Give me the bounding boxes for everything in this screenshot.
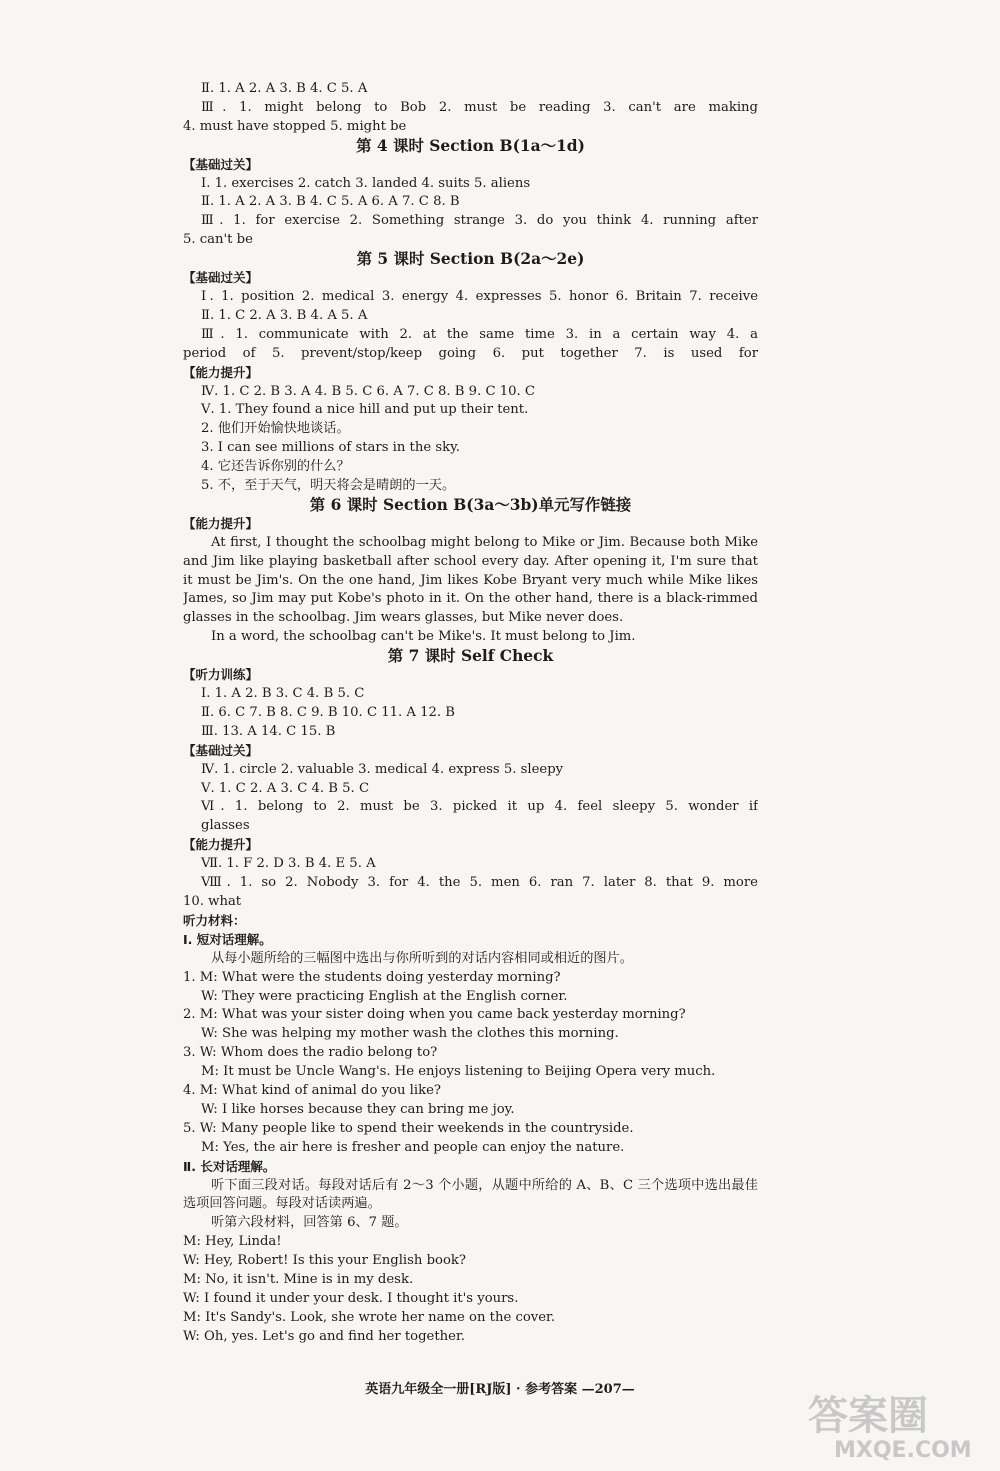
paragraph: At first, I thought the schoolbag might belong to Mike or Jim. Because both Mike and Jim like playing basketball after school every day. After opening it, I'm sure that it must be Jim's. On the one hand, Jim likes Kobe Bryant very much while Mike likes James, so Jim may put Kobe's photo in it. On the other hand, there is a black-rimmed glasses in the schoolbag. Jim wears glasses, but Mike never does. <box>183 534 758 626</box>
watermark-text: 答案圈 <box>808 1393 928 1439</box>
answer-line: 【能力提升】 <box>183 364 259 380</box>
answer-line: Ⅰ. 1. A 2. B 3. C 4. B 5. C <box>201 686 365 701</box>
answer-line: Ⅰ. 1. position 2. medical 3. energy 4. expresses 5. honor 6. Britain 7. receive <box>201 288 758 304</box>
answer-line: Ⅶ. 1. F 2. D 3. B 4. E 5. A <box>201 856 376 872</box>
paragraph: 听下面三段对话。每段对话后有 2～3 个小题，从题中所给的 A、B、C 三个选项中选出最佳选项回答问题。每段对话读两遍。 <box>183 1177 758 1212</box>
answer-line: 4. must have stopped 5. might be <box>183 118 407 134</box>
answer-line: Ⅱ. 1. A 2. A 3. B 4. C 5. A 6. A 7. C 8. B <box>201 194 460 210</box>
answer-line: W: Hey, Robert! Is this your English book? <box>183 1253 466 1269</box>
page-footer: 英语九年级全一册[RJ版] · 参考答案 —207— <box>365 1382 635 1397</box>
answer-line: M: No, it isn't. Mine is in my desk. <box>183 1272 414 1288</box>
paragraph: 听第六段材料，回答第 6、7 题。 <box>211 1215 408 1231</box>
answer-line: 4. 它还告诉你别的什么？ <box>201 459 350 475</box>
answer-line: glasses <box>201 818 250 834</box>
answer-line: Ⅷ. 1. so 2. Nobody 3. for 4. the 5. men 6. ran 7. later 8. that 9. more <box>201 875 758 891</box>
answer-line: Ⅲ. 1. might belong to Bob 2. must be reading 3. can't are making <box>201 99 758 115</box>
answer-line: W: I like horses because they can bring me joy. <box>201 1101 515 1117</box>
answer-line: M: Yes, the air here is fresher and people can enjoy the nature. <box>201 1139 625 1155</box>
section-heading: 第 5 课时 Section B(2a～2e) <box>356 250 585 269</box>
answer-line: W: I found it under your desk. I thought it's yours. <box>183 1291 519 1306</box>
answer-line: M: It must be Uncle Wang's. He enjoys listening to Beijing Opera very much. <box>201 1064 716 1080</box>
answer-line: 【基础过关】 <box>183 742 259 758</box>
answer-line: period of 5. prevent/stop/keep going 6. put together 7. is used for <box>183 345 758 361</box>
answer-line: 【基础过关】 <box>183 156 259 172</box>
answer-line: Ⅲ. 13. A 14. C 15. B <box>201 723 336 739</box>
answer-line: Ⅱ. 1. C 2. A 3. B 4. A 5. A <box>201 307 368 323</box>
answer-line: 2. M: What was your sister doing when you came back yesterday morning? <box>183 1007 686 1023</box>
paragraph: 从每小题所给的三幅图中选出与你所听到的对话内容相同或相近的图片。 <box>211 950 633 966</box>
section-heading: 第 4 课时 Section B(1a～1d) <box>356 136 585 155</box>
watermark-site: MXQE.COM <box>834 1438 972 1463</box>
answer-line: 5. 不，至于天气，明天将会是晴朗的一天。 <box>201 478 456 494</box>
answer-line: 【能力提升】 <box>183 837 259 853</box>
answer-line: 5. W: Many people like to spend their weekends in the countryside. <box>183 1120 634 1136</box>
answer-line: 听力材料： <box>183 912 246 928</box>
answer-line: Ⅰ. 短对话理解。 <box>183 931 272 947</box>
answer-line: Ⅲ. 1. for exercise 2. Something strange 3. do you think 4. running after <box>201 213 758 229</box>
answer-line: Ⅲ. 1. communicate with 2. at the same time 3. in a certain way 4. a <box>201 326 758 342</box>
answer-line: 1. M: What were the students doing yesterday morning? <box>183 969 561 985</box>
answer-line: W: Oh, yes. Let's go and find her together. <box>183 1328 465 1344</box>
section-heading: 第 6 课时 Section B(3a～3b)单元写作链接 <box>309 495 632 514</box>
answer-content <box>183 80 758 1347</box>
answer-line: 【基础过关】 <box>183 270 259 286</box>
answer-line: 4. M: What kind of animal do you like? <box>183 1083 441 1099</box>
answer-line: Ⅱ. 6. C 7. B 8. C 9. B 10. C 11. A 12. B <box>201 704 455 720</box>
answer-line: 【听力训练】 <box>183 667 259 683</box>
answer-line: Ⅱ. 1. A 2. A 3. B 4. C 5. A <box>201 81 368 96</box>
answer-line: Ⅴ. 1. They found a nice hill and put up their tent. <box>201 402 529 418</box>
answer-line: 10. what <box>183 893 242 909</box>
answer-line: W: She was helping my mother wash the clothes this morning. <box>201 1026 619 1042</box>
answer-line: Ⅰ. 1. exercises 2. catch 3. landed 4. suits 5. aliens <box>201 175 531 191</box>
watermark-logo <box>800 1385 985 1463</box>
answer-line: Ⅱ. 长对话理解。 <box>183 1158 276 1174</box>
answer-line: Ⅵ. 1. belong to 2. must be 3. picked it up 4. feel sleepy 5. wonder if <box>201 799 758 815</box>
answer-line: M: Hey, Linda! <box>183 1234 282 1250</box>
answer-line: M: It's Sandy's. Look, she wrote her name on the cover. <box>183 1309 556 1325</box>
answer-line: 3. I can see millions of stars in the sky. <box>201 440 460 456</box>
answer-line: Ⅳ. 1. circle 2. valuable 3. medical 4. express 5. sleepy <box>201 761 564 777</box>
section-heading: 第 7 课时 Self Check <box>387 647 554 666</box>
answer-line: 2. 他们开始愉快地谈话。 <box>201 421 350 437</box>
answer-line: 【能力提升】 <box>183 515 259 531</box>
answer-line: Ⅳ. 1. C 2. B 3. A 4. B 5. C 6. A 7. C 8. B 9. C 10. C <box>201 383 535 399</box>
answer-line: 3. W: Whom does the radio belong to? <box>183 1045 438 1061</box>
answer-line: 5. can't be <box>183 232 253 248</box>
answer-line: W: They were practicing English at the English corner. <box>201 988 568 1004</box>
paragraph: In a word, the schoolbag can't be Mike's. It must belong to Jim. <box>211 629 636 645</box>
answer-line: Ⅴ. 1. C 2. A 3. C 4. B 5. C <box>201 780 370 796</box>
